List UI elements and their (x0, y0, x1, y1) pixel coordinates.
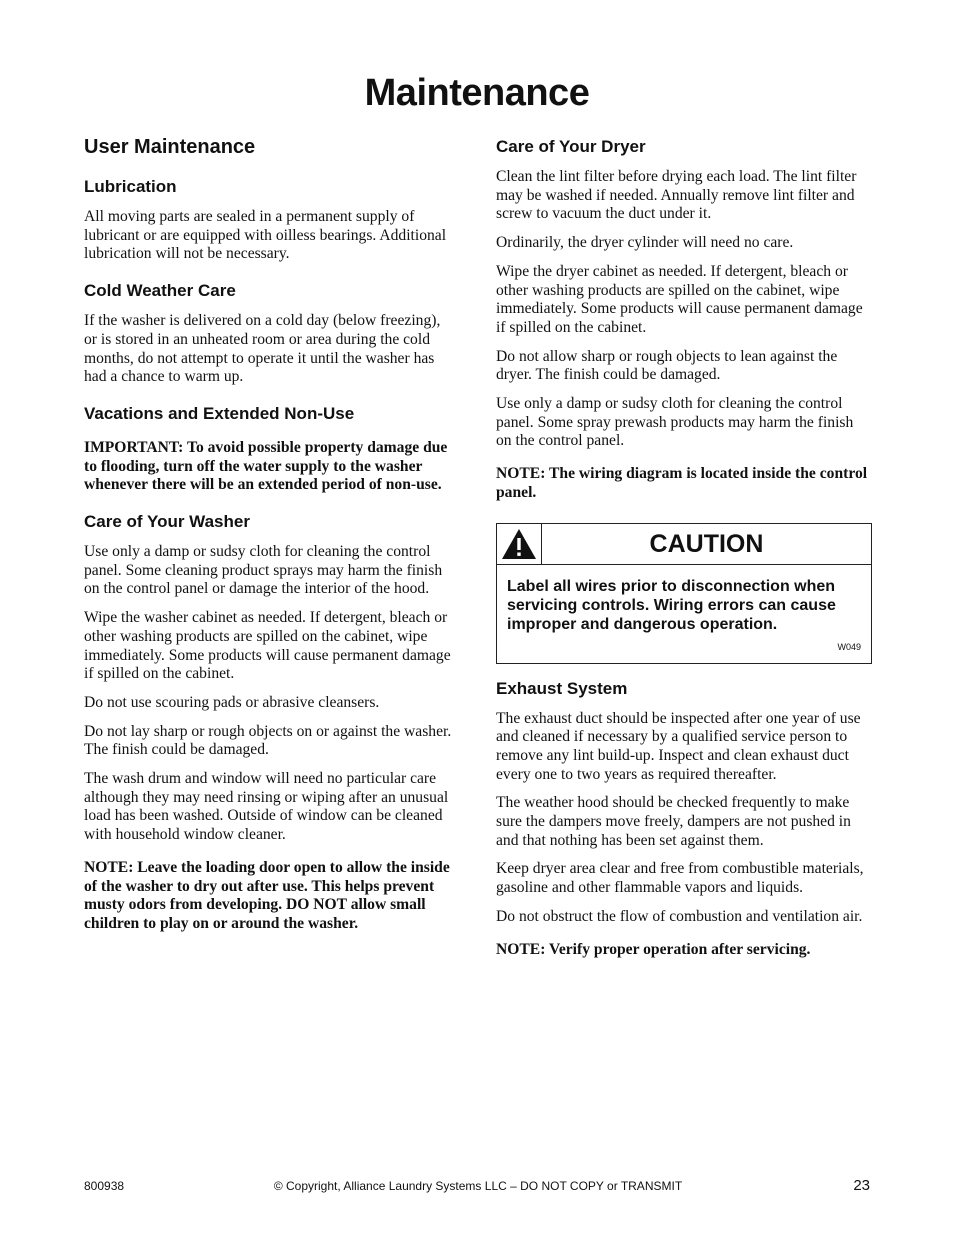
caution-header (497, 524, 871, 565)
warning-triangle-icon (497, 524, 542, 564)
user-maintenance-heading: User Maintenance (84, 136, 256, 158)
cold-weather-heading: Cold Weather Care (84, 281, 236, 301)
exhaust-text-3: Keep dryer area clear and free from combustible materials, gasoline and other flammable vapors and liquids. (496, 860, 864, 897)
washer-care-text-1: Use only a damp or sudsy cloth for cleaning the control panel. Some cleaning product sprays may harm the finish on the control panel or damage the interior of the hood. (84, 543, 443, 598)
right-column (496, 134, 872, 969)
dryer-care-text-4: Do not allow sharp or rough objects to lean against the dryer. The finish could be damaged. (496, 347, 838, 384)
lubrication-heading: Lubrication (84, 177, 177, 196)
washer-care-text-5: The wash drum and window will need no particular care although they may need rinsing or wiping after an unusual load has been washed. Outside of window can be cleaned with household window cleaner. (84, 770, 449, 844)
vacations-heading: Vacations and Extended Non-Use (84, 403, 355, 423)
exhaust-text-4: Do not obstruct the flow of combustion and ventilation air. (496, 907, 863, 925)
lubrication-text: All moving parts are sealed in a permanent supply of lubricant or are equipped with oilless bearings. Additional lubrication will not be necessary. (84, 208, 447, 263)
page-title: Maintenance (364, 72, 590, 114)
dryer-care-text-1: Clean the lint filter before drying each load. The lint filter may be washed if needed. Annually remove lint filter and screw to vacuum the duct under it. (496, 168, 857, 223)
exhaust-note: NOTE: Verify proper operation after servicing. (496, 940, 811, 958)
caution-text: Label all wires prior to disconnection when servicing controls. Wiring errors can cause improper and dangerous operation. (507, 577, 836, 633)
vacations-important-text: IMPORTANT: To avoid possible property damage due to flooding, turn off the water supply to the washer whenever there will be an extended period of non-use. (84, 438, 448, 494)
exhaust-text-1: The exhaust duct should be inspected after one year of use and cleaned if necessary by a qualified service person to remove any lint build-up. Inspect and clean exhaust duct every one to two years as required thereafter. (496, 709, 861, 783)
washer-care-text-3: Do not use scouring pads or abrasive cleansers. (84, 693, 380, 711)
dryer-care-text-5: Use only a damp or sudsy cloth for cleaning the control panel. Some spray prewash products may harm the finish on the control panel. (496, 395, 854, 450)
copyright-notice: © Copyright, Alliance Laundry Systems LLC – DO NOT COPY or TRANSMIT (273, 1179, 683, 1193)
washer-care-text-4: Do not lay sharp or rough objects on or against the washer. The finish could be damaged. (84, 722, 452, 759)
caution-body (497, 565, 871, 663)
washer-note: NOTE: Leave the loading door open to allow the inside of the washer to dry out after use. This helps prevent musty odors from developing. DO NOT allow small children to play on or around the washer. (84, 858, 450, 932)
caution-label: CAUTION (649, 529, 764, 558)
left-column (84, 134, 456, 944)
exhaust-text-2: The weather hood should be checked frequently to make sure the dampers move freely, dampers are not pushed in and that nothing has been set against them. (496, 794, 851, 849)
caution-box (496, 523, 872, 664)
cold-weather-text: If the washer is delivered on a cold day (below freezing), or is stored in an unheated room or area during the cold months, do not attempt to operate it until the washer has had a chance to warm up. (84, 312, 441, 386)
dryer-care-text-2: Ordinarily, the dryer cylinder will need no care. (496, 234, 794, 252)
dryer-care-heading: Care of Your Dryer (496, 137, 646, 156)
exhaust-heading: Exhaust System (496, 678, 628, 698)
dryer-note: NOTE: The wiring diagram is located inside the control panel. (496, 465, 868, 501)
dryer-care-text-3: Wipe the dryer cabinet as needed. If detergent, bleach or other washing products are spilled on the cabinet, wipe immediately. Some products will cause permanent damage if spilled on the cabinet. (496, 262, 863, 336)
washer-care-heading: Care of Your Washer (84, 512, 250, 532)
caution-code: W049 (837, 641, 861, 652)
doc-number: 800938 (84, 1179, 125, 1193)
washer-care-text-2: Wipe the washer cabinet as needed. If detergent, bleach or other washing products are spilled on the cabinet, wipe immediately. Some products will cause permanent damage if spilled on the cabinet. (84, 609, 451, 683)
page-number: 23 (853, 1177, 870, 1194)
